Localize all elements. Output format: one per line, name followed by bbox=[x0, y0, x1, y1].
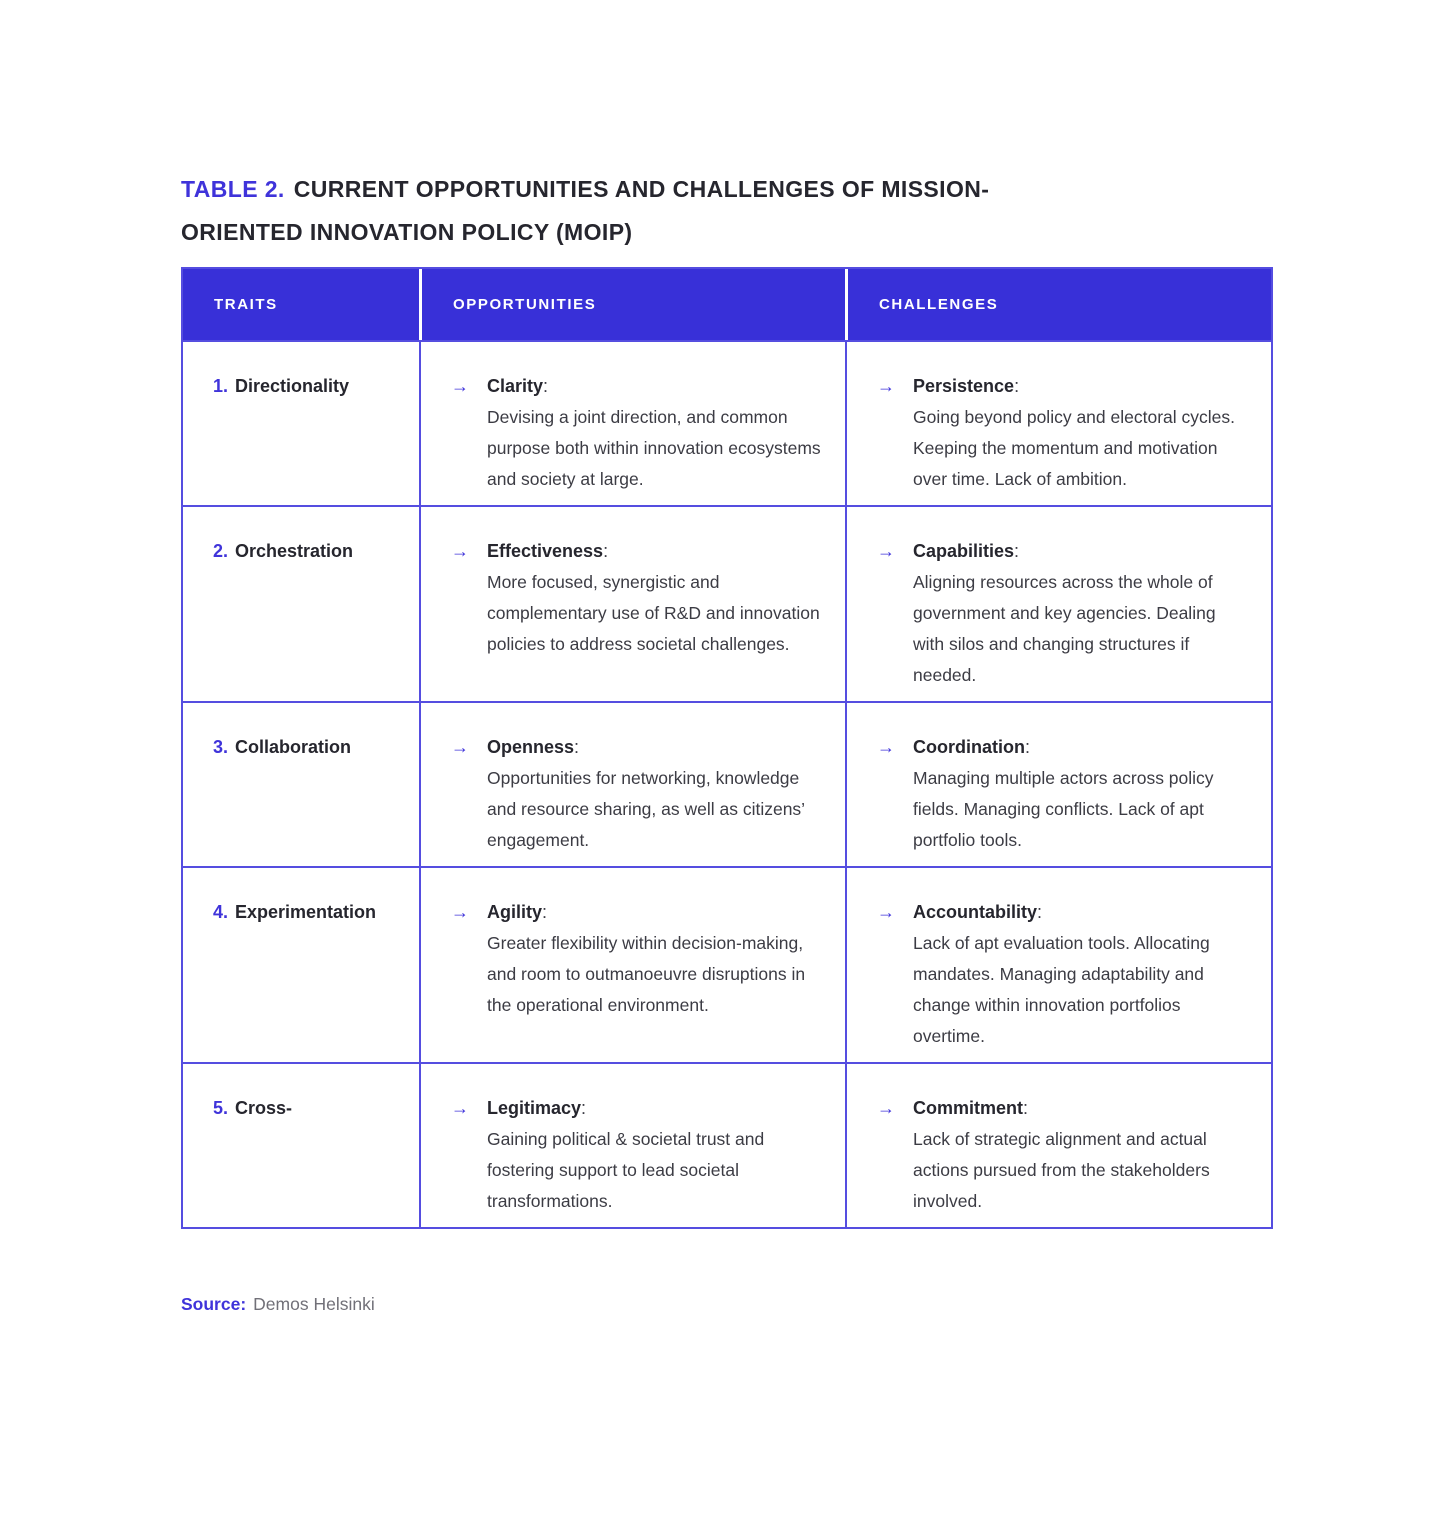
opportunity-cell bbox=[419, 505, 845, 701]
challenge-cell bbox=[845, 866, 1271, 1062]
challenge-cell bbox=[845, 340, 1271, 505]
trait-name: Experimentation bbox=[235, 902, 377, 922]
challenge-description: Going beyond policy and electoral cycles. Keeping the momentum and motivation over time. Lack of ambition. bbox=[913, 407, 1235, 489]
arrow-right-icon: → bbox=[877, 1098, 895, 1118]
opportunity-description: Opportunities for networking, knowledge and resource sharing, as well as citizens’ engagement. bbox=[487, 768, 805, 850]
opportunity-description: Devising a joint direction, and common purpose both within innovation ecosystems and society at large. bbox=[487, 407, 821, 489]
challenge-cell bbox=[845, 1062, 1271, 1227]
challenge-description: Aligning resources across the whole of government and key agencies. Dealing with silos and changing structures if needed. bbox=[913, 572, 1216, 685]
arrow-right-icon: → bbox=[877, 902, 895, 922]
table-title bbox=[181, 168, 1081, 254]
challenge-term: Commitment: bbox=[913, 1098, 1029, 1118]
opportunity-cell bbox=[419, 866, 845, 1062]
arrow-right-icon: → bbox=[877, 541, 895, 561]
table-title-text: CURRENT OPPORTUNITIES AND CHALLENGES OF MISSION-ORIENTED INNOVATION POLICY (MOIP) bbox=[181, 176, 990, 245]
opportunity-term: Agility: bbox=[487, 902, 548, 922]
table-number-label: TABLE 2. bbox=[181, 176, 285, 202]
challenge-term: Coordination: bbox=[913, 737, 1030, 757]
trait-name: Orchestration bbox=[235, 541, 354, 561]
column-header-opportunities: OPPORTUNITIES bbox=[419, 269, 845, 340]
trait-cell bbox=[183, 340, 419, 505]
challenge-term: Accountability: bbox=[913, 902, 1043, 922]
source-text: Demos Helsinki bbox=[253, 1294, 375, 1314]
opportunity-cell bbox=[419, 701, 845, 866]
trait-name: Cross- bbox=[235, 1098, 293, 1118]
opportunity-term: Effectiveness: bbox=[487, 541, 609, 561]
arrow-right-icon: → bbox=[877, 376, 895, 396]
trait-cell bbox=[183, 701, 419, 866]
trait-cell bbox=[183, 505, 419, 701]
column-header-challenges: CHALLENGES bbox=[845, 269, 1271, 340]
column-header-traits: TRAITS bbox=[183, 269, 419, 340]
challenge-cell bbox=[845, 505, 1271, 701]
arrow-right-icon: → bbox=[451, 737, 469, 757]
trait-number: 4. bbox=[213, 902, 229, 922]
arrow-right-icon: → bbox=[451, 1098, 469, 1118]
trait-cell bbox=[183, 866, 419, 1062]
trait-number: 1. bbox=[213, 376, 229, 396]
trait-number: 5. bbox=[213, 1098, 229, 1118]
source-label: Source: bbox=[181, 1294, 247, 1314]
opportunity-term: Clarity: bbox=[487, 376, 549, 396]
table bbox=[183, 269, 1271, 1227]
challenge-term: Persistence: bbox=[913, 376, 1020, 396]
trait-name: Collaboration bbox=[235, 737, 352, 757]
trait-number: 2. bbox=[213, 541, 229, 561]
opportunity-description: Gaining political & societal trust and fostering support to lead societal transformations. bbox=[487, 1129, 765, 1211]
opportunity-description: Greater flexibility within decision-making, and room to outmanoeuvre disruptions in the operational environment. bbox=[487, 933, 806, 1015]
opportunity-term: Openness: bbox=[487, 737, 580, 757]
challenge-description: Lack of apt evaluation tools. Allocating mandates. Managing adaptability and change within innovation portfolios overtime. bbox=[913, 933, 1210, 1046]
opportunity-cell bbox=[419, 1062, 845, 1227]
source-line bbox=[181, 1292, 1273, 1316]
challenge-description: Managing multiple actors across policy fields. Managing conflicts. Lack of apt portfolio tools. bbox=[913, 768, 1214, 850]
trait-number: 3. bbox=[213, 737, 229, 757]
opportunity-cell bbox=[419, 340, 845, 505]
challenge-cell bbox=[845, 701, 1271, 866]
arrow-right-icon: → bbox=[451, 376, 469, 396]
challenge-term: Capabilities: bbox=[913, 541, 1020, 561]
arrow-right-icon: → bbox=[451, 902, 469, 922]
trait-cell bbox=[183, 1062, 419, 1227]
challenge-description: Lack of strategic alignment and actual actions pursued from the stakeholders involved. bbox=[913, 1129, 1210, 1211]
opportunity-term: Legitimacy: bbox=[487, 1098, 587, 1118]
opportunity-description: More focused, synergistic and complementary use of R&D and innovation policies to address societal challenges. bbox=[487, 572, 820, 654]
arrow-right-icon: → bbox=[451, 541, 469, 561]
moip-table bbox=[181, 267, 1273, 1229]
arrow-right-icon: → bbox=[877, 737, 895, 757]
trait-name: Directionality bbox=[235, 376, 350, 396]
